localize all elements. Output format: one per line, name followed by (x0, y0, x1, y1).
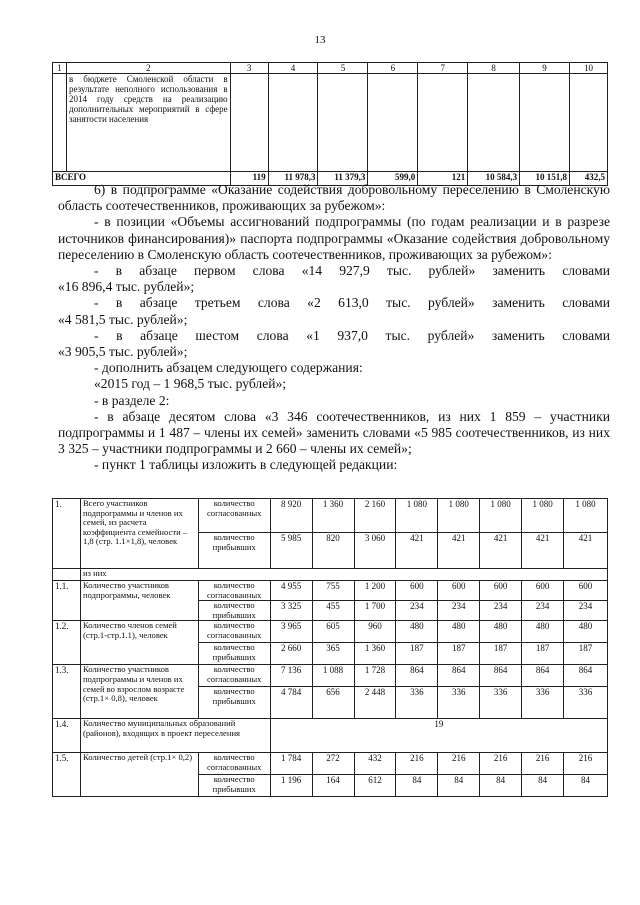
table-cell: 656 (312, 687, 354, 719)
table-cell: 336 (396, 687, 438, 719)
table-cell: 234 (438, 601, 480, 621)
table-cell: 336 (480, 687, 522, 719)
table-cell: 187 (480, 643, 522, 665)
top-table (52, 62, 608, 186)
table-row (53, 499, 608, 533)
total-cell: 432,5 (570, 172, 608, 186)
total-cell: 10 584,3 (468, 172, 520, 186)
table-cell: 480 (564, 621, 608, 643)
table-cell: 600 (438, 581, 480, 601)
total-cell: 121 (418, 172, 468, 186)
paragraph: - в абзаце десятом слова «3 346 соотечественников, из них 1 859 – участники подпрограммы и 1 487 – члены их семей» заменить словами «5 985 соотечественников, из них 3 325 – участники подпрограммы и 2 660 – члены их семей»; (58, 408, 610, 457)
program-table (52, 498, 608, 797)
table-cell: 216 (438, 753, 480, 775)
table-cell: 864 (480, 665, 522, 687)
table-cell: 600 (480, 581, 522, 601)
total-cell: 11 379,3 (318, 172, 368, 186)
table-cell: 455 (312, 601, 354, 621)
table-cell: 84 (480, 775, 522, 797)
paragraph: - пункт 1 таблицы изложить в следующей редакции: (94, 457, 398, 473)
table-cell: 365 (312, 643, 354, 665)
table-cell: 216 (480, 753, 522, 775)
table-cell: 1 360 (312, 499, 354, 533)
table-cell: 605 (312, 621, 354, 643)
header-cell: 8 (468, 63, 520, 74)
table-cell: 164 (312, 775, 354, 797)
unit-label: количество согласованных (198, 753, 270, 775)
row-number: 1.5. (53, 753, 81, 797)
table-cell: 234 (564, 601, 608, 621)
table-cell: 480 (396, 621, 438, 643)
table-cell: 2 660 (270, 643, 312, 665)
table-row (53, 621, 608, 643)
paragraph: - дополнить абзацем следующего содержания: (94, 360, 363, 376)
table-cell: 1 784 (270, 753, 312, 775)
unit-label: количество согласованных (198, 499, 270, 533)
table-cell: 7 136 (270, 665, 312, 687)
table-cell: 1 196 (270, 775, 312, 797)
body-text (58, 182, 610, 474)
table-cell: 3 965 (270, 621, 312, 643)
table-cell: 234 (522, 601, 564, 621)
table-cell: 1 080 (438, 499, 480, 533)
unit-label: количество согласованных (198, 581, 270, 601)
paragraph: «4 581,5 тыс. рублей»; (58, 311, 188, 327)
row-label: Количество детей (стр.1× 0,2) (80, 753, 198, 797)
table-cell: 84 (522, 775, 564, 797)
table-cell: 421 (480, 533, 522, 569)
unit-label: количество согласованных (198, 665, 270, 687)
table-row (53, 665, 608, 687)
unit-label: количество прибывших (198, 533, 270, 569)
row-description: в бюджете Смоленской области в результате неполного использования в 2014 году средств на реализацию дополнительных мероприятий в сфере занятости населения (66, 74, 230, 172)
table-row (53, 719, 608, 753)
total-cell: 119 (230, 172, 268, 186)
header-cell: 5 (318, 63, 368, 74)
row-number: 1. (53, 499, 81, 569)
table-cell: 2 448 (354, 687, 396, 719)
page-number: 13 (314, 34, 326, 46)
table-row (53, 753, 608, 775)
table-cell: 1 728 (354, 665, 396, 687)
table-cell: 336 (522, 687, 564, 719)
unit-label: количество прибывших (198, 643, 270, 665)
row-label: Количество участников подпрограммы и членов их семей во взрослом возрасте (стр.1× 0,8), человек (80, 665, 198, 719)
table-cell: 1 200 (354, 581, 396, 601)
table-cell: 187 (396, 643, 438, 665)
table-cell: 4 784 (270, 687, 312, 719)
total-cell: 11 978,3 (268, 172, 318, 186)
table-cell: 421 (522, 533, 564, 569)
table-cell: 1 700 (354, 601, 396, 621)
header-cell: 1 (53, 63, 67, 74)
paragraph: - в абзаце первом слова «14 927,9 тыс. рублей» заменить словами (94, 263, 610, 279)
table-cell: 336 (438, 687, 480, 719)
table-row (53, 569, 608, 581)
total-label: ВСЕГО (53, 172, 231, 186)
table-cell: 600 (564, 581, 608, 601)
table-cell: 3 325 (270, 601, 312, 621)
table-cell: 864 (396, 665, 438, 687)
header-cell: 6 (368, 63, 418, 74)
top-table-header (53, 63, 608, 74)
table-cell: 480 (438, 621, 480, 643)
table-cell: 187 (438, 643, 480, 665)
table-cell: 864 (564, 665, 608, 687)
table-cell: 234 (396, 601, 438, 621)
paragraph: - в абзаце шестом слова «1 937,0 тыс. рублей» заменить словами (94, 327, 610, 343)
header-cell: 7 (418, 63, 468, 74)
table-cell: 8 920 (270, 499, 312, 533)
paragraph: «3 905,5 тыс. рублей»; (58, 344, 188, 360)
table-cell: 960 (354, 621, 396, 643)
table-cell: 1 080 (522, 499, 564, 533)
table-cell: 5 985 (270, 533, 312, 569)
table-cell: 187 (522, 643, 564, 665)
table-cell: 1 360 (354, 643, 396, 665)
header-cell: 10 (570, 63, 608, 74)
table-cell: 1 080 (480, 499, 522, 533)
table-cell: 84 (396, 775, 438, 797)
table-cell: 864 (438, 665, 480, 687)
table-cell: 187 (564, 643, 608, 665)
table-cell: 216 (564, 753, 608, 775)
table-cell: 1 080 (564, 499, 608, 533)
paragraph: «2015 год – 1 968,5 тыс. рублей»; (94, 376, 287, 392)
table-cell: 421 (438, 533, 480, 569)
paragraph: 6) в подпрограмме «Оказание содействия добровольному переселению в Смоленскую область соотечественников, проживающих за рубежом»: (58, 182, 610, 214)
table-cell: 19 (270, 719, 607, 753)
row-number (53, 569, 81, 581)
table-row (53, 74, 608, 172)
table-cell: 3 060 (354, 533, 396, 569)
table-cell: 2 160 (354, 499, 396, 533)
header-cell: 2 (66, 63, 230, 74)
table-cell: 216 (396, 753, 438, 775)
paragraph: «16 896,4 тыс. рублей»; (58, 279, 195, 295)
unit-label: количество прибывших (198, 687, 270, 719)
row-number: 1.3. (53, 665, 81, 719)
table-cell: 4 955 (270, 581, 312, 601)
row-number: 1.4. (53, 719, 81, 753)
row-label: из них (80, 569, 607, 581)
table-row (53, 581, 608, 601)
header-cell: 4 (268, 63, 318, 74)
table-cell: 234 (480, 601, 522, 621)
header-cell: 3 (230, 63, 268, 74)
paragraph: - в позиции «Объемы ассигнований подпрограммы (по годам реализации и в разрезе источников финансирования)» паспорта подпрограммы «Оказание содействия добровольному переселению в Смоленскую область соотечественников, проживающих за рубежом»: (58, 214, 610, 262)
table-cell: 1 080 (396, 499, 438, 533)
unit-label: количество прибывших (198, 601, 270, 621)
row-label: Всего участников подпрограммы и членов их семей, из расчета коэффициента семейности – 1,8 (стр. 1.1×1,8), человек (80, 499, 198, 569)
table-cell: 480 (480, 621, 522, 643)
table-cell: 612 (354, 775, 396, 797)
unit-label: количество согласованных (198, 621, 270, 643)
table-cell: 432 (354, 753, 396, 775)
row-label: Количество участников подпрограммы, человек (80, 581, 198, 621)
unit-label: количество прибывших (198, 775, 270, 797)
paragraph: - в разделе 2: (94, 392, 170, 408)
table-cell: 1 088 (312, 665, 354, 687)
table-cell: 480 (522, 621, 564, 643)
row-number: 1.1. (53, 581, 81, 621)
row-number: 1.2. (53, 621, 81, 665)
row-label: Количество муниципальных образований (районов), входящих в проект переселения (80, 719, 270, 753)
table-cell: 272 (312, 753, 354, 775)
total-cell: 599,0 (368, 172, 418, 186)
header-cell: 9 (520, 63, 570, 74)
table-cell: 84 (564, 775, 608, 797)
table-cell: 820 (312, 533, 354, 569)
table-cell: 600 (396, 581, 438, 601)
table-cell: 755 (312, 581, 354, 601)
paragraph: - в абзаце третьем слова «2 613,0 тыс. рублей» заменить словами (94, 295, 610, 311)
table-cell: 864 (522, 665, 564, 687)
row-label: Количество членов семей (стр.1-стр.1.1), человек (80, 621, 198, 665)
table-cell: 600 (522, 581, 564, 601)
table-cell: 84 (438, 775, 480, 797)
table-cell: 421 (564, 533, 608, 569)
table-cell: 216 (522, 753, 564, 775)
total-cell: 10 151,8 (520, 172, 570, 186)
table-cell: 336 (564, 687, 608, 719)
table-cell: 421 (396, 533, 438, 569)
